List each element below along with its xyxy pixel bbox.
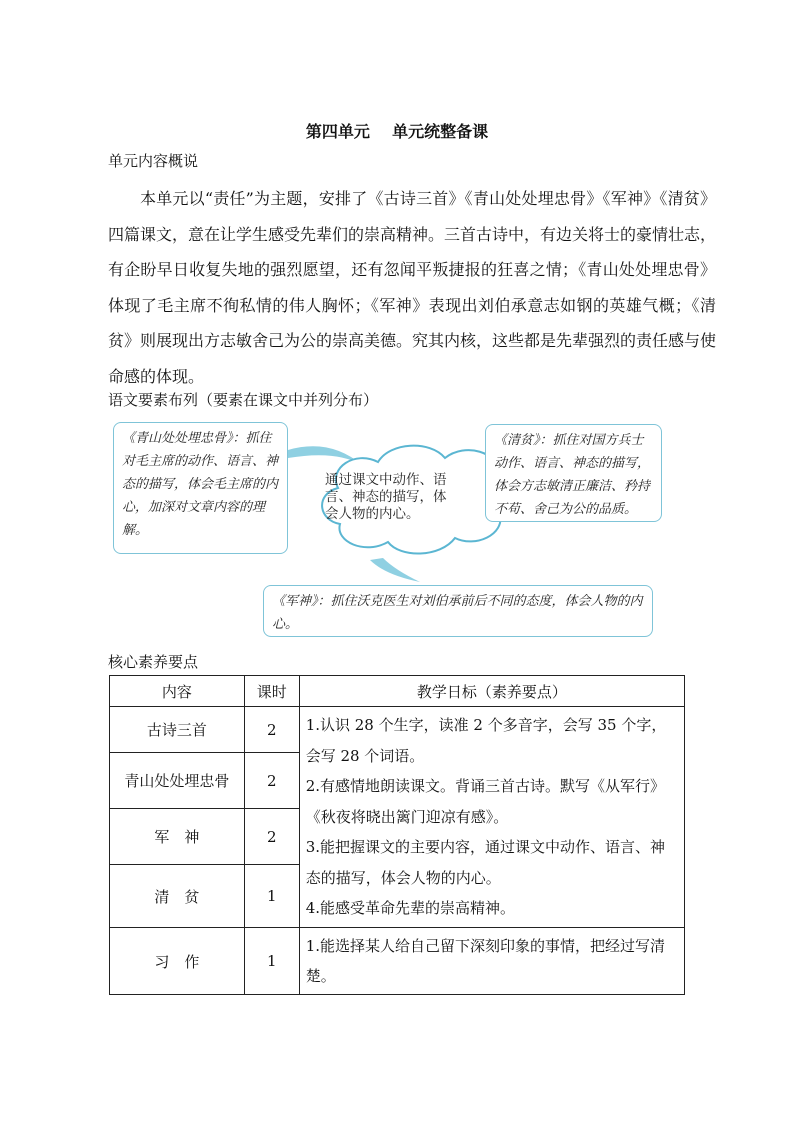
row-content: 习 作 <box>110 928 245 995</box>
row-hours: 1 <box>244 928 299 995</box>
row-hours: 2 <box>244 707 299 753</box>
goals-cell <box>299 707 684 928</box>
overview-heading: 单元内容概说 <box>108 152 199 170</box>
row-hours: 1 <box>244 865 299 928</box>
table-row <box>110 928 685 995</box>
goal-item: 3.能把握课文的主要内容，通过课文中动作、语言、神态的描写，体会人物的内心。 <box>305 838 666 887</box>
core-table <box>109 675 685 995</box>
box-qingpin: 《清贫》：抓住对国方兵士动作、语言、神态的描写，体会方志敏清正廉洁、矜持不苟、舍己为公的品质。 <box>485 424 662 522</box>
row-content: 军 神 <box>110 809 245 865</box>
page-title: 第四单元 单元统整备课 <box>305 122 489 141</box>
connector-bottom <box>370 558 420 582</box>
box-qingshan: 《青山处处埋忠骨》：抓住对毛主席的动作、语言、神态的描写，体会毛主席的内心，加深对文章内容的理解。 <box>113 422 288 554</box>
header-content: 内容 <box>110 676 245 707</box>
row-content: 古诗三首 <box>110 707 245 753</box>
cloud-text: 通过课文中动作、语言、神态的描写，体会人物的内心。 <box>325 472 447 522</box>
row-content: 青山处处埋忠骨 <box>110 753 245 809</box>
row-content: 清 贫 <box>110 865 245 928</box>
overview-paragraph: 本单元以“责任”为主题，安排了《古诗三首》《青山处处埋忠骨》《军神》《清贫》四篇课文，意在让学生感受先辈们的崇高精神。三首古诗中，有边关将士的豪情壮志，有企盼早日收复失地的强烈愿望，还有忽闻平叛捷报的狂喜之情；《青山处处埋忠骨》体现了毛主席不徇私情的伟人胸怀；《军神》表现出刘伯承意志如钢的英雄气概；《清贫》则展现出方志敏舍己为公的崇高美德。究其内核，这些都是先辈强烈的责任感与使命感的体现。 <box>108 189 717 386</box>
header-goals: 教学日标（素养要点） <box>299 676 684 707</box>
box-junshen: 《军神》：抓住沃克医生对刘伯承前后不同的态度，体会人物的内心。 <box>263 585 653 637</box>
writing-goals-cell <box>299 928 684 995</box>
goal-item: 1.能选择某人给自己留下深刻印象的事情，把经过写清楚。 <box>305 937 666 985</box>
core-heading: 核心素养要点 <box>108 653 199 671</box>
goal-item: 4.能感受革命先辈的崇高精神。 <box>305 899 516 917</box>
goal-item: 2.有感情地朗读课文。背诵三首古诗。默写《从军行》《秋夜将晓出篱门迎凉有感》。 <box>305 777 666 826</box>
goal-item: 1.认识 28 个生字，读准 2 个多音字，会写 35 个字，会写 28 个词语。 <box>305 716 667 765</box>
elements-heading: 语文要素布列（要素在课文中并列分布） <box>108 391 379 409</box>
table-row <box>110 707 685 753</box>
row-hours: 2 <box>244 809 299 865</box>
row-hours: 2 <box>244 753 299 809</box>
header-hours: 课时 <box>244 676 299 707</box>
